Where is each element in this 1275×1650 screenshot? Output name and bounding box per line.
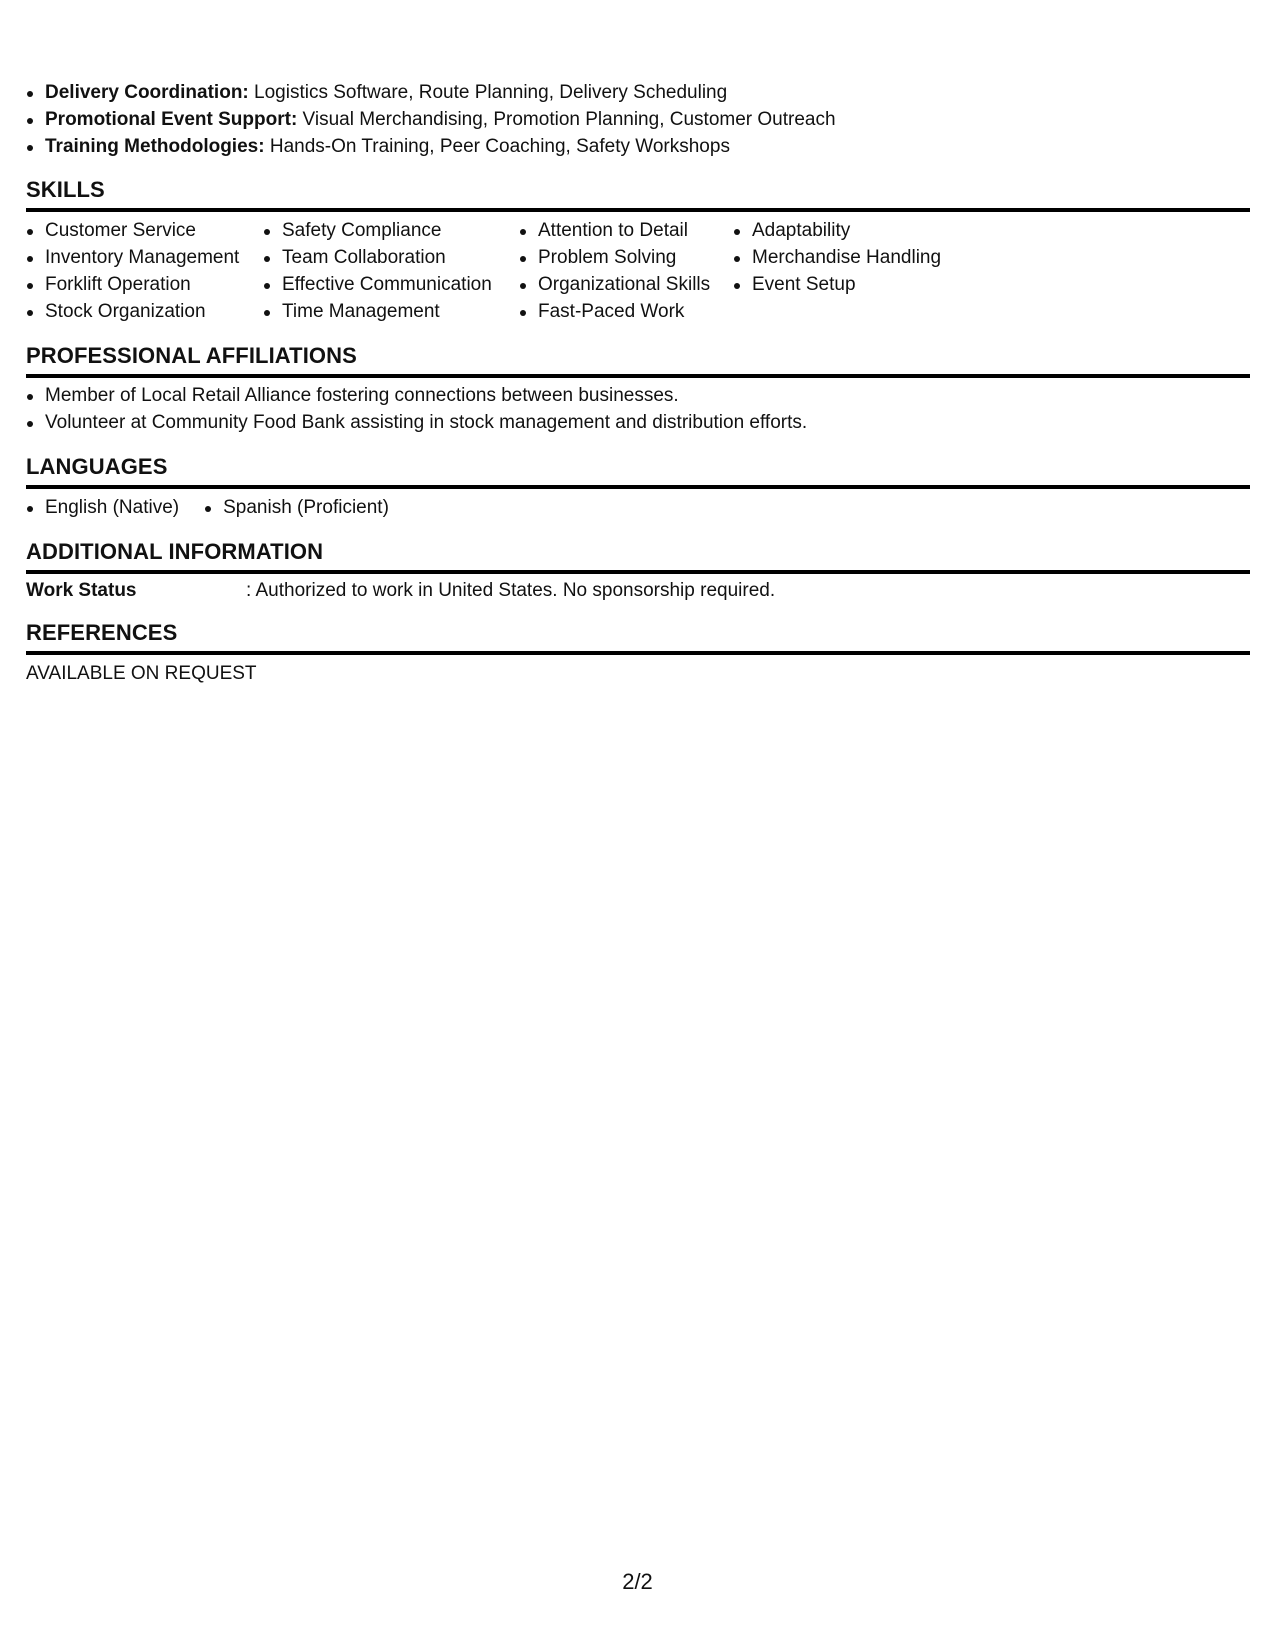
page-number: 2/2 [622, 1569, 653, 1594]
skill-item: Merchandise Handling [733, 244, 993, 271]
skills-grid [26, 217, 993, 325]
item-label: Training Methodologies: [45, 136, 265, 157]
skills-column [733, 217, 993, 325]
skill-item: Problem Solving [519, 244, 733, 271]
skill-item: Effective Communication [263, 271, 519, 298]
language-item: English (Native) [26, 494, 179, 521]
skill-item: Forklift Operation [26, 271, 263, 298]
references-heading: REFERENCES [26, 620, 1250, 655]
expertise-list [26, 79, 836, 160]
skill-item: Stock Organization [26, 298, 263, 325]
work-status-row [26, 577, 775, 604]
language-item: Spanish (Proficient) [204, 494, 389, 521]
skill-item: Adaptability [733, 217, 993, 244]
skills-column [519, 217, 733, 325]
work-status-label: Work Status [26, 580, 137, 601]
item-text: Hands-On Training, Peer Coaching, Safety Workshops [264, 136, 730, 157]
languages-heading: LANGUAGES [26, 454, 1250, 489]
list-item [26, 133, 836, 160]
skills-heading: SKILLS [26, 177, 1250, 212]
list-item [26, 79, 836, 106]
affiliations-heading: PROFESSIONAL AFFILIATIONS [26, 343, 1250, 378]
skill-item: Fast-Paced Work [519, 298, 733, 325]
item-label: Delivery Coordination: [45, 82, 249, 103]
skill-item: Team Collaboration [263, 244, 519, 271]
skill-item: Safety Compliance [263, 217, 519, 244]
list-item: Member of Local Retail Alliance fostering connections between businesses. [26, 382, 807, 409]
list-item [26, 106, 836, 133]
skill-item: Attention to Detail [519, 217, 733, 244]
affiliations-list [26, 382, 807, 436]
skill-item: Customer Service [26, 217, 263, 244]
skill-item: Organizational Skills [519, 271, 733, 298]
item-text: Logistics Software, Route Planning, Delivery Scheduling [248, 82, 728, 103]
item-label: Promotional Event Support: [45, 109, 298, 130]
skills-column [26, 217, 263, 325]
list-item: Volunteer at Community Food Bank assisting in stock management and distribution efforts. [26, 409, 807, 436]
skill-item: Event Setup [733, 271, 993, 298]
item-text: Visual Merchandising, Promotion Planning, Customer Outreach [297, 109, 836, 130]
work-status-value: : Authorized to work in United States. No sponsorship required. [246, 580, 776, 601]
skill-item: Time Management [263, 298, 519, 325]
skill-item: Inventory Management [26, 244, 263, 271]
additional-info-heading: ADDITIONAL INFORMATION [26, 539, 1250, 574]
languages-list [26, 494, 414, 521]
references-text: AVAILABLE ON REQUEST [26, 663, 257, 684]
skills-column [263, 217, 519, 325]
